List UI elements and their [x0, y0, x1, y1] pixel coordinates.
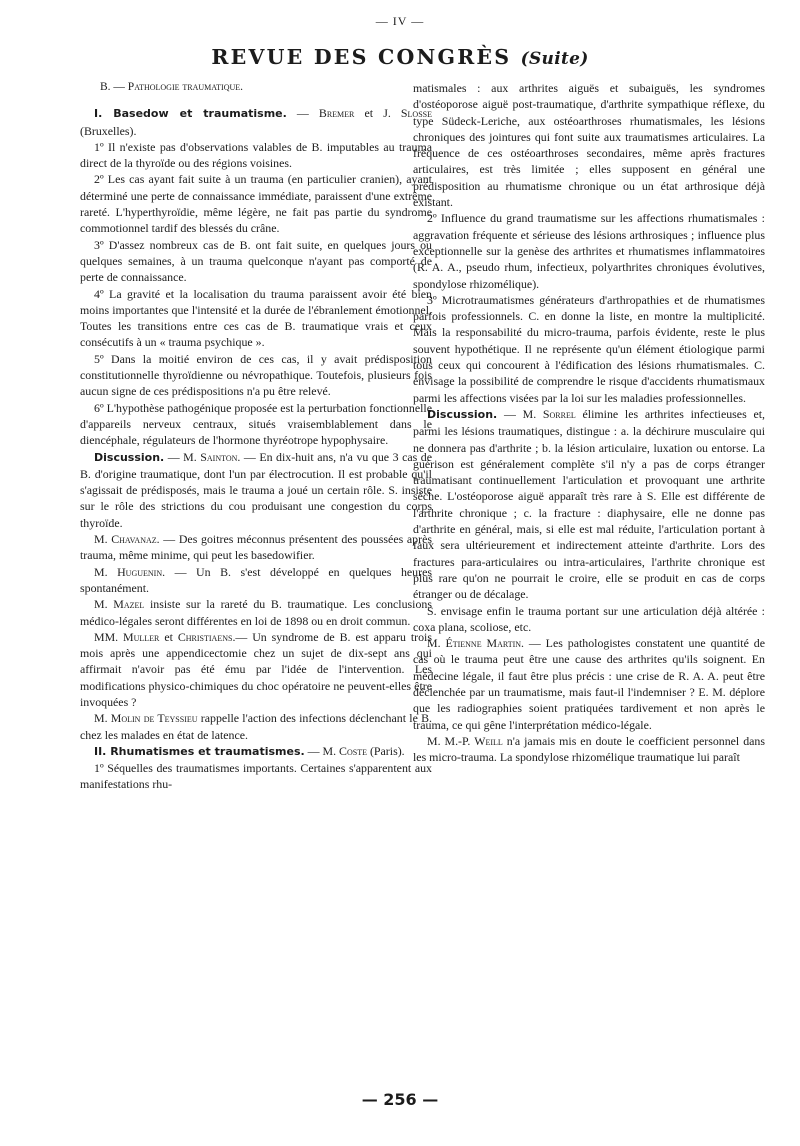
- paragraph: M. Huguenin. — Un B. s'est développé en quelques heures spontanément.: [80, 564, 432, 595]
- author-name: Christiaens: [177, 629, 233, 644]
- title-suite: (Suite): [520, 49, 589, 69]
- subheading: II. Rhumatismes et traumatismes.: [94, 744, 305, 758]
- paragraph: 1º Il n'existe pas d'observations valables de B. imputables au trauma direct de la thyroïde ou des régions voisines.: [80, 139, 432, 171]
- paragraph: 5º Dans la moitié environ de ces cas, il y avait prédisposition constitutionnelle thyroïdienne ou névropathique. Toutefois, plusieurs fois aucun signe de ces prédispositions n'a pu être relevé.: [80, 351, 432, 399]
- discussion-label: Discussion.: [94, 450, 165, 464]
- author-name: Molin de Teyssieu: [110, 711, 198, 726]
- paragraph: Discussion. — M. Sainton. — En dix-huit ans, n'a vu que 3 cas de B. d'origine traumatique, dont l'un par électrocution. Il est probable qu'il s'agissait de prédisposés, mais le trauma a joué un certain rôle. S. insiste sur le rôle des strictions du cou produisant une congestion du corps thyroïde.: [80, 449, 432, 530]
- author-name: Sorrel: [542, 406, 576, 421]
- paragraph: M. Molin de Teyssieu rappelle l'action des infections déclenchant le B. chez les malades en état de latence.: [80, 711, 432, 742]
- paragraph: 4º La gravité et la localisation du trauma paraissent avoir été bien moins importantes que l'intensité et la durée de l'ébranlement émotionnel. Toutes les transitions entre ces cas de B. traumatique vrais et ceux consécutifs à un « trauma psychique ».: [80, 286, 432, 350]
- paragraph: Discussion. — M. Sorrel élimine les arthrites infectieuses et, parmi les lésions traumatiques, distingue : a. la déchirure musculaire qui ne donnera pas d'arthrite ; b. la lésion articulaire, luxation ou entorse. La guérison est généralement complète s'il n'y a pas de corps étranger traumatisant continuellement l'articulation et provoquant une arthrite sèche. L'ostéoporose aiguë apparaît très rare à S. Elle est différente de l'arthrite chronique ; c. la fracture : diaphysaire, elle ne donne pas d'arthrite en général, mais, si elle est mal réduite, l'articulation portant à faux sera ultérieurement et indirectement atteinte d'arthrite. Lors des fractures para-articulaires ou intra-articulaires, l'arthrite chronique est plus rare qu'on ne pourrait le croire, elle se produit en cas de corps étranger ou de décalage.: [413, 406, 766, 602]
- paragraph: S. envisage enfin le trauma portant sur une articulation déjà altérée : coxa plana, scoliose, etc.: [413, 603, 765, 634]
- author-name: Bremer: [318, 106, 355, 121]
- author-name: Slosse: [400, 106, 432, 121]
- author-name: Étienne Martin: [445, 636, 522, 651]
- author-name: Coste: [339, 743, 367, 758]
- paragraph: 2º Influence du grand traumatisme sur les affections rhumatismales : aggravation fréquente et sérieuse des lésions arthrosiques ; influence plus exceptionnelle sur la genèse des arthrites et rhumatismes inflammatoires (R. A. A., pseudo rhum, infectieux, polyarthrites chroniques évolutives, spondylose rhizomélique).: [413, 211, 765, 291]
- discussion-label: Discussion.: [427, 407, 498, 421]
- paragraph: 1º Séquelles des traumatismes importants. Certaines s'apparentent aux manifestations rhu-: [80, 761, 432, 792]
- paragraph: 3º D'assez nombreux cas de B. ont fait suite, en quelques jours ou quelques semaines, à un trauma quelconque n'ayant pas comporté de perte de connaissance.: [80, 237, 432, 285]
- paragraph: 6º L'hypothèse pathogénique proposée est la perturbation fonctionnelle d'appareils nerveux centraux, situés vraisemblablement dans le diencéphale, régulateurs de l'hormone thyréotrope hypophysaire.: [80, 400, 432, 448]
- paragraph: 2º Les cas ayant fait suite à un trauma (en particulier cranien), ayant déterminé une perte de connaissance immédiate, paraissent d'une extrême rareté. L'hyperthyroïdie, même légère, ne fait pas partie du syndrome commotionnel tardif des blessés du crâne.: [80, 172, 432, 236]
- author-name: Huguenin: [117, 564, 163, 579]
- page-title: [0, 45, 800, 69]
- author-name: Weill: [474, 733, 503, 748]
- page-number: — 256 —: [361, 1090, 439, 1109]
- title-main: REVUE DES CONGRÈS: [211, 45, 512, 69]
- author-name: Chavanaz: [111, 532, 157, 547]
- paragraph: II. Rhumatismes et traumatismes. — M. Coste (Paris).: [94, 743, 405, 758]
- author-name: Sainton: [200, 449, 238, 464]
- paragraph: matismales : aux arthrites aiguës et subaiguës, les syndromes d'ostéoporose aiguë post-traumatique, d'arthrite sympathique réflexe, du type Südeck-Leriche, aux ostéoarthroses rhumatismales, les lésions chroniques des jointures qui font suite aux traumatismes articulaires. La fréquence de ces ostéoarthroses secondaires, même après fractures articulaires, est très limitée ; elles supposent en général une prédisposition au rhumatisme chronique ou un état arthrosique déjà existant.: [413, 81, 765, 210]
- roman-page-number: — IV —: [375, 14, 425, 28]
- author-name: Mazel: [113, 597, 145, 612]
- paragraph: M. Étienne Martin. — Les pathologistes constatent une quantité de cas où le trauma peut être une cause des arthrites qu'ils soignent. En médecine légale, il faut être plus précis : une crise de R. A. A. peut être déclenchée par un traumatisme, mais faut-il l'indemniser ? E. M. déplore que les radiographies soient pratiquées tardivement et non après le trauma, ce qui gêne l'interprétation médico-légale.: [413, 636, 765, 732]
- paragraph: M. Mazel insiste sur la rareté du B. traumatique. Les conclusions médico-légales seront différentes en loi de 1898 ou en droit commun.: [80, 597, 432, 628]
- paragraph: I. Basedow et traumatisme. — Bremer et J. Slosse (Bruxelles).: [80, 106, 432, 138]
- subheading: I. Basedow et traumatisme.: [94, 107, 287, 121]
- paragraph: 3º Microtraumatismes générateurs d'arthropathies et de rhumatismes parfois professionnels. C. en donne la liste, en montre la multiplicité. Mais la responsabilité du micro-trauma, parfois évidente, reste le plus souvent hypothétique. Il ne représente qu'un élément étiologique parmi tous ceux qui concourent à l'édification des lésions rhumatismales. C. envisage la possibilité de comprendre le risque d'accidents rhumatismaux parmi les affections visées par la loi sur les maladies professionnelles.: [413, 292, 765, 405]
- paragraph: M. Chavanaz. — Des goitres méconnus présentent des poussées après trauma, même minime, qui peut les basedowifier.: [80, 532, 432, 563]
- section-heading: B. — Pathologie traumatique.: [100, 81, 244, 93]
- author-name: Muller: [123, 629, 160, 644]
- paragraph: M. M.-P. Weill n'a jamais mis en doute le coefficient personnel dans les micro-trauma. La spondylose rhizomélique traumatique lui paraît: [413, 733, 766, 765]
- right-column: [413, 80, 765, 765]
- left-column: [80, 79, 432, 793]
- paragraph: MM. Muller et Christiaens.— Un syndrome de B. est apparu trois mois après une appendicectomie chez un sujet de dix-sept ans qui affirmait n'avoir pas été ému par l'idée de l'intervention. Les modifications physico-chimiques du choc opératoire ne peuvent-elles être invoquées ?: [80, 629, 432, 709]
